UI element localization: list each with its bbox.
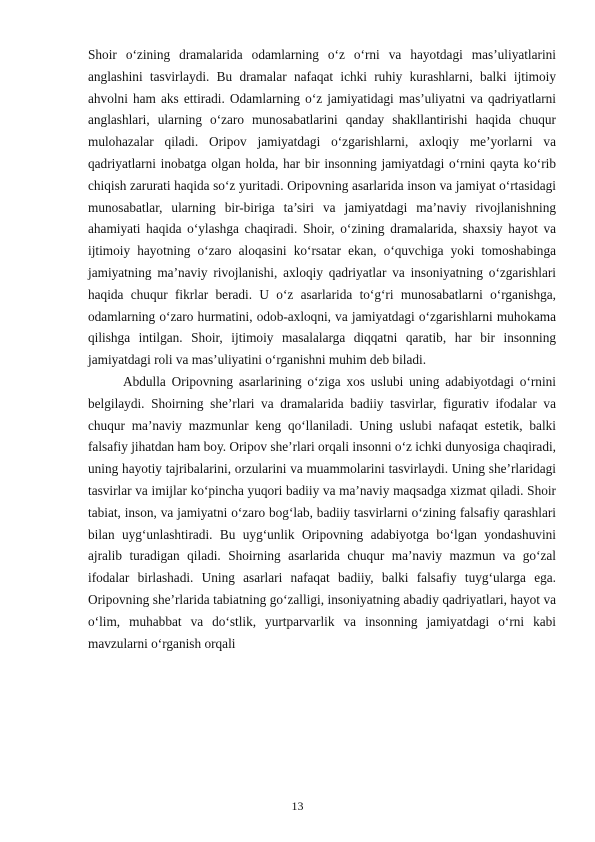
paragraph-2: Abdulla Oripovning asarlarining o‘ziga xos uslubi uning adabiyotdagi o‘rnini belgilaydi. Shoirning she’rlari va dramalarida badiiy tasvirlar, figurativ ifodalar va chuqur ma’naviy mazmunlar keng qo‘llaniladi. Uning uslubi nafaqat estetik, balki falsafiy jihatdan ham boy. Oripov she’rlari orqali insonni o‘z ichki dunyosiga chaqiradi, uning hayotiy tajribalarini, orzularini va muammolarini tasvirlaydi. Uning she’rlaridagi tasvirlar va imijlar ko‘pincha yuqori badiiy va ma’naviy maqsadga xizmat qiladi. Shoir tabiat, inson, va jamiyatni o‘zaro bog‘lab, badiiy tasvirlarni o‘zining falsafiy qarashlari bilan uyg‘unlashtiradi. Bu uyg‘unlik Oripovning adabiyotga bo‘lgan yondashuvini ajralib turadigan qiladi. Shoirning asarlarida chuqur ma’naviy mazmun va go‘zal ifodalar birlashadi. Uning asarlari nafaqat badiiy, balki falsafiy tuyg‘ularga ega. Oripovning she’rlarida tabiatning go‘zalligi, insoniyatning abadiy qadriyatlari, hayot va o‘lim, muhabbat va do‘stlik, yurtparvarlik va insonning jamiyatdagi o‘rni kabi mavzularni o‘rganish orqali (88, 373, 556, 651)
paragraph-1: Shoir o‘zining dramalarida odamlarning o‘z o‘rni va hayotdagi mas’uliyatlarini anglashini tasvirlaydi. Bu dramalar nafaqat ichki ruhiy kurashlarni, balki ijtimoiy ahvolni ham aks ettiradi. Odamlarning o‘z jamiyatidagi mas’uliyatni va qadriyatlarni anglashlari, ularning o‘zaro munosabatlarini qanday shakllantirishi haqida chuqur mulohazalar qiladi. Oripov jamiyatdagi o‘zgarishlarni, axloqiy me’yorlarni va qadriyatlarni inobatga olgan holda, har bir insonning jamiyatdagi o‘rnini qayta ko‘rib chiqish zarurati haqida so‘z yuritadi. Oripovning asarlarida inson va jamiyat o‘rtasidagi munosabatlar, ularning bir-biriga ta’siri va jamiyatdagi ma’naviy rivojlanishning ahamiyati haqida o‘ylashga chaqiradi. Shoir, o‘zining dramalarida, shaxsiy hayot va ijtimoiy hayotning o‘zaro aloqasini ko‘rsatar ekan, o‘quvchiga yoki tomoshabinga jamiyatning ma’naviy rivojlanishi, axloqiy qadriyatlar va insoniyatning o‘zgarishlari haqida chuqur fikrlar beradi. U o‘z asarlarida to‘g‘ri munosabatlarni o‘rganishga, odamlarning o‘zaro hurmatini, odob-axloqni, va jamiyatdagi o‘zgarishlarni muhokama qilishga intilgan. Shoir, ijtimoiy masalalarga diqqatni qaratib, har bir insonning jamiyatdagi roli va mas’uliyatini o‘rganishni muhim deb biladi. (88, 47, 556, 368)
body-text (88, 44, 556, 654)
page-number: 13 (291, 799, 304, 813)
